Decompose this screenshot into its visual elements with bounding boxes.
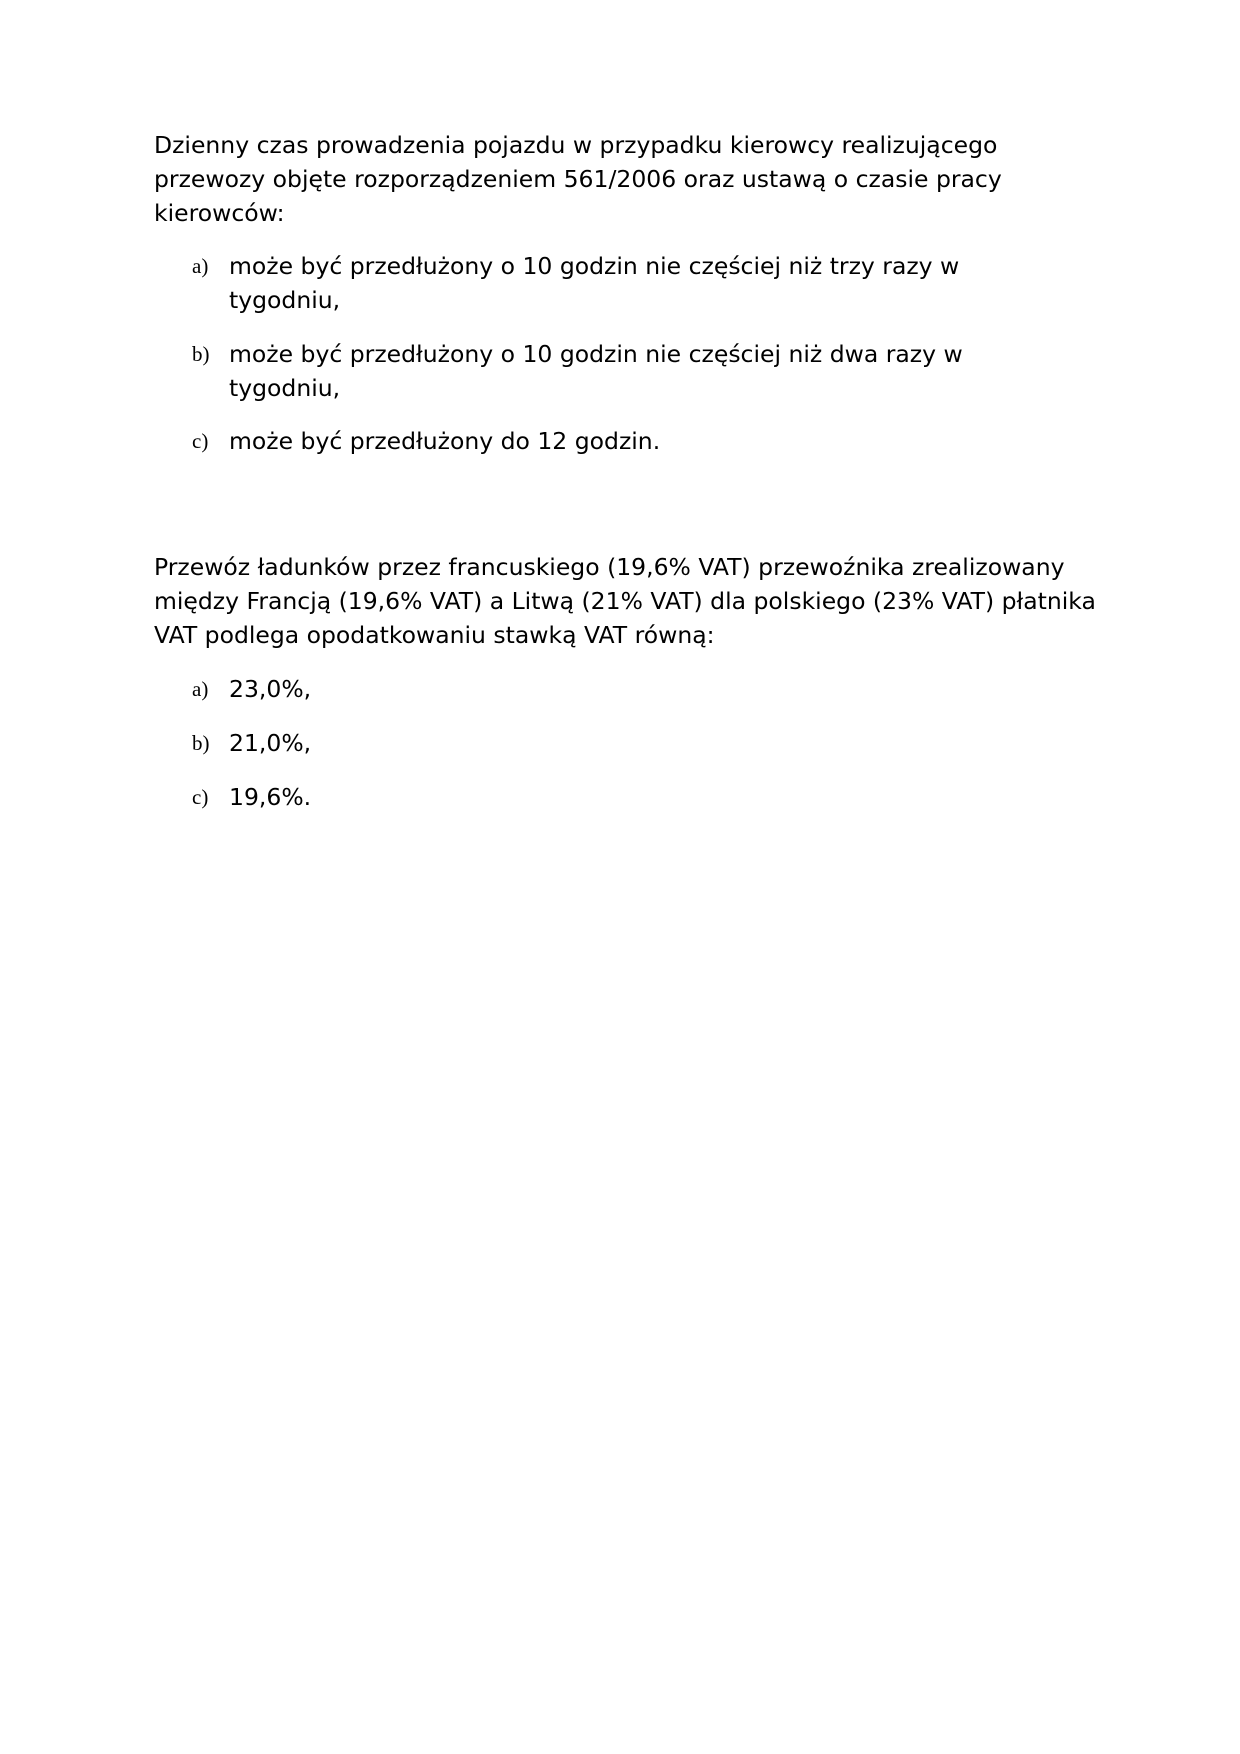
option-label: c) <box>192 429 209 453</box>
option-label: b) <box>192 342 210 366</box>
option-label: b) <box>192 731 210 755</box>
answer-option <box>192 337 1072 405</box>
answer-option <box>192 249 1072 317</box>
option-text: 19,6%. <box>229 783 312 811</box>
option-text: 21,0%, <box>229 729 312 757</box>
option-text: może być przedłużony o 10 godzin nie częściej niż trzy razy w tygodniu, <box>229 252 960 314</box>
option-text: może być przedłużony do 12 godzin. <box>229 427 661 455</box>
answer-option <box>192 780 1072 814</box>
option-label: a) <box>192 254 209 278</box>
answer-option <box>192 726 1072 760</box>
option-text: 23,0%, <box>229 675 312 703</box>
question-text: Przewóz ładunków przez francuskiego (19,6% VAT) przewoźnika zrealizowany między Francją (19,6% VAT) a Litwą (21% VAT) dla polskiego (23% VAT) płatnika VAT podlega opodatkowaniu stawką VAT równą: <box>154 553 1096 649</box>
option-text: może być przedłużony o 10 godzin nie częściej niż dwa razy w tygodniu, <box>229 340 963 402</box>
question-text: Dzienny czas prowadzenia pojazdu w przypadku kierowcy realizującego przewozy objęte rozporządzeniem 561/2006 oraz ustawą o czasie pracy kierowców: <box>154 131 1002 227</box>
option-label: c) <box>192 785 209 809</box>
option-label: a) <box>192 677 209 701</box>
answer-option <box>192 424 1072 458</box>
answer-option <box>192 672 1072 706</box>
